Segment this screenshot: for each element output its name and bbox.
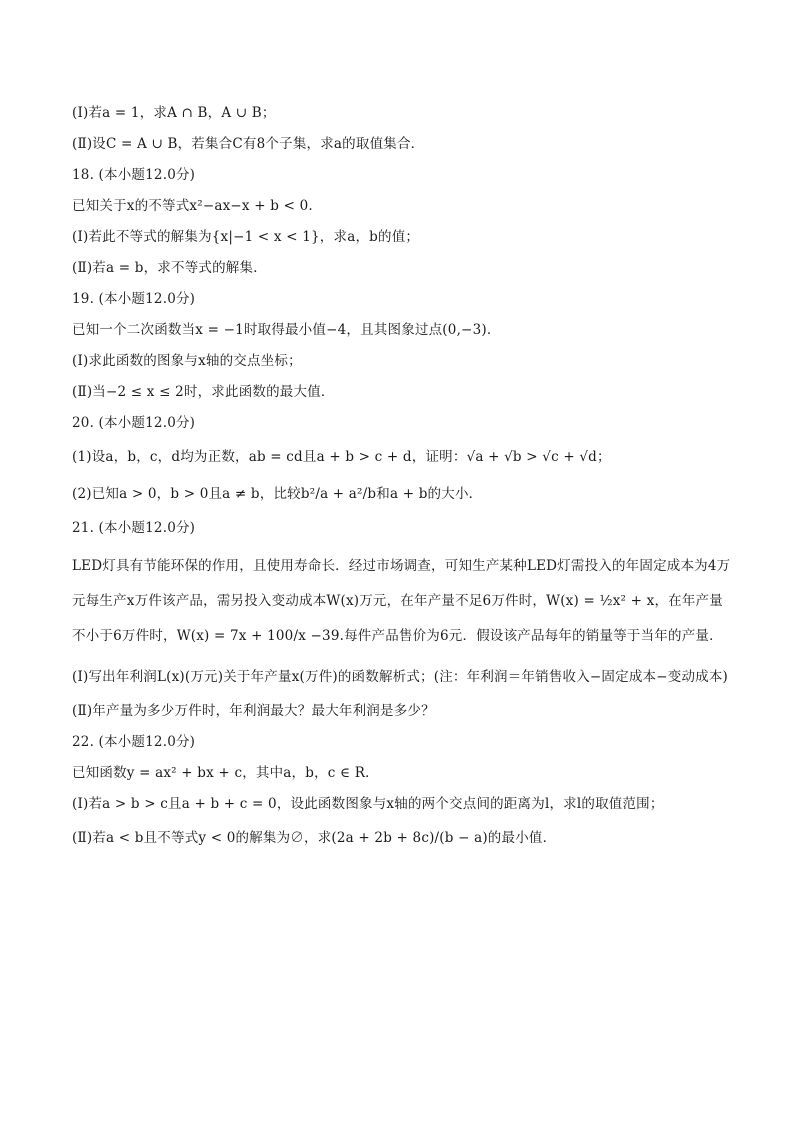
q18-part2: (Ⅱ)若a = b，求不等式的解集． bbox=[72, 260, 267, 276]
q22-header: 22. (本小题12.0分) bbox=[72, 734, 196, 750]
q22-part2: (Ⅱ)若a < b且不等式y < 0的解集为∅，求(2a + 2b + 8c)/(b − a)的最小值． bbox=[72, 830, 557, 846]
q22-stem: 已知函数y = ax² + bx + c，其中a，b，c ∈ R． bbox=[72, 765, 379, 781]
q18-stem: 已知关于x的不等式x²−ax−x + b < 0. bbox=[72, 198, 313, 214]
q21-part1: (Ⅰ)写出年利润L(x)(万元)关于年产量x(万件)的函数解析式；(注：年利润＝年销售收入−固定成本−变动成本) bbox=[72, 669, 729, 685]
q21-header: 21. (本小题12.0分) bbox=[72, 520, 196, 536]
page-content bbox=[72, 103, 732, 862]
q19-part2: (Ⅱ)当−2 ≤ x ≤ 2时，求此函数的最大值． bbox=[72, 384, 335, 400]
q20-header: 20. (本小题12.0分) bbox=[72, 415, 196, 431]
q20-part1: (1)设a，b，c，d均为正数，ab = cd且a + b > c + d，证明：√a + √b > √c + √d； bbox=[72, 449, 611, 465]
q22-part1: (Ⅰ)若a > b > c且a + b + c = 0，设此函数图象与x轴的两个交点间的距离为l，求l的取值范围； bbox=[72, 796, 664, 812]
q21-stem: LED灯具有节能环保的作用，且使用寿命长．经过市场调查，可知生产某种LED灯需投入的年固定成本为4万元每生产x万件该产品，需另投入变动成本W(x)万元，在年产量不足6万件时，W(x) = ½x² + x，在年产量不小于6万件时，W(x) = 7x + 100/x −39.每件产品售价为6元．假设该产品每年的销量等于当年的产量． bbox=[72, 558, 731, 644]
q19-stem: 已知一个二次函数当x = −1时取得最小值−4，且其图象过点(0,−3)． bbox=[72, 322, 501, 338]
q17-part1: (Ⅰ)若a = 1，求A ∩ B，A ∪ B； bbox=[72, 105, 276, 121]
q19-part1: (Ⅰ)求此函数的图象与x轴的交点坐标； bbox=[72, 353, 302, 369]
q18-header: 18. (本小题12.0分) bbox=[72, 167, 196, 183]
q19-header: 19. (本小题12.0分) bbox=[72, 291, 196, 307]
q18-part1: (Ⅰ)若此不等式的解集为{x|−1 < x < 1}，求a，b的值； bbox=[72, 229, 420, 245]
q20-part2: (2)已知a > 0，b > 0且a ≠ b，比较b²/a + a²/b和a + b的大小． bbox=[72, 486, 483, 502]
q21-part2: (Ⅱ)年产量为多少万件时，年利润最大？最大年利润是多少？ bbox=[72, 703, 435, 719]
q17-part2: (Ⅱ)设C = A ∪ B，若集合C有8个子集，求a的取值集合． bbox=[72, 136, 425, 152]
